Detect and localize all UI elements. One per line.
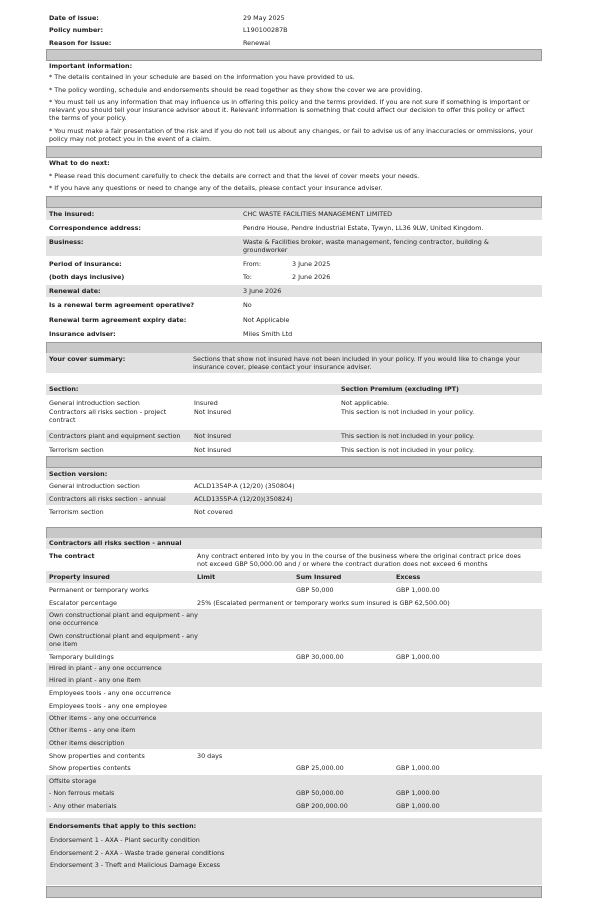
version-name: Terrorism section — [49, 508, 104, 516]
versions-title-row — [46, 468, 542, 480]
renewal-value: 3 June 2026 — [243, 287, 282, 295]
section-status: Insured — [194, 399, 218, 407]
table-row-group — [46, 609, 542, 651]
todo-title-row — [46, 159, 542, 169]
cell-property: Own constructional plant and equipment - any one occurrence — [49, 611, 198, 628]
section-name: Contractors plant and equipment section — [49, 432, 181, 440]
cell-property: Escalator percentage — [49, 599, 117, 607]
cell-sum: GBP 25,000.00 — [296, 764, 344, 772]
version-name: Contractors all risks section - annual — [49, 495, 166, 503]
cell-excess: GBP 1,000.00 — [396, 653, 440, 661]
car-contract-row — [46, 550, 542, 570]
version-row — [46, 506, 542, 517]
cell-sum: GBP 50,000.00 — [296, 789, 344, 797]
cell-excess: GBP 1,000.00 — [396, 789, 440, 797]
rta-row — [46, 300, 542, 312]
important-title-row — [46, 62, 542, 72]
todo-p2-row — [46, 184, 542, 194]
rta-expiry-value: Not Applicable — [243, 316, 290, 324]
version-value: ACLD1355P-A (12/20)(350824) — [194, 495, 293, 503]
from-label: From: — [243, 260, 261, 268]
rta-expiry-row — [46, 314, 542, 326]
section-status: Not Insured — [194, 432, 232, 440]
divider-bar — [46, 456, 542, 468]
todo-p1: * Please read this document carefully to check the details are correct and that the level of cover meets your needs. — [49, 172, 420, 180]
period-label: Period of insurance: — [49, 260, 122, 268]
col-property: Property insured — [49, 573, 110, 581]
todo-p2: * If you have any questions or need to change any of the details, please contact your insurance adviser. — [49, 184, 383, 192]
important-p2: * The policy wording, schedule and endorsements should be read together as they show the cover we are providing. — [49, 86, 423, 94]
important-p1: * The details contained in your schedule are based on the information you have provided to us. — [49, 73, 355, 81]
section-row — [46, 430, 542, 442]
todo-title: What to do next: — [49, 159, 110, 167]
policy-label: Policy number: — [49, 26, 104, 34]
cell-property: Employees tools - any one employee — [49, 702, 168, 710]
insured-row — [46, 208, 542, 220]
section-premium: Not applicable. — [341, 399, 390, 407]
section-premium: This section is not included in your policy. — [341, 408, 475, 416]
endorsement-item: Endorsement 3 - Theft and Malicious Damage Excess — [50, 861, 221, 869]
divider-bar — [46, 146, 542, 158]
period-row — [46, 259, 542, 271]
section-row — [46, 444, 542, 455]
endorsements-title: Endorsements that apply to this section: — [49, 822, 197, 830]
cell-property: Other items - any one occurrence — [49, 714, 157, 722]
car-header-row — [46, 571, 542, 583]
summary-row — [46, 353, 542, 373]
important-p4: * You must make a fair presentation of the risk and if you do not tell us about any changes, or fail to advise us of any inaccuracies or ommissions, your policy may not protect you in the event of a claim. — [49, 127, 533, 144]
rta-label: Is a renewal term agreement operative? — [49, 301, 195, 309]
sections-header-left: Section: — [49, 385, 79, 393]
divider-bar — [46, 886, 542, 898]
endorsement-item: Endorsement 2 - AXA - Waste trade general conditions — [50, 849, 225, 857]
inclusive-row — [46, 272, 542, 284]
version-value: ACLD1354P-A (12/20) (350804) — [194, 482, 295, 490]
col-sum: Sum Insured — [296, 573, 342, 581]
cell-excess: GBP 1,000.00 — [396, 802, 440, 810]
address-row — [46, 223, 542, 235]
policy-row — [46, 26, 542, 36]
cell-property: Hired in plant - any one occurrence — [49, 664, 162, 672]
cell-property: Other items description — [49, 739, 125, 747]
inclusive-label: (both days inclusive) — [49, 273, 125, 281]
cell-limit: 25% (Escalated permanent or temporary works sum insured is GBP 62,500.00) — [197, 599, 450, 607]
table-row — [46, 584, 542, 596]
table-row-group — [46, 712, 542, 749]
todo-p1-row — [46, 172, 542, 182]
adviser-label: Insurance adviser: — [49, 330, 116, 338]
table-row-group — [46, 775, 542, 812]
to-value: 2 June 2026 — [292, 273, 331, 281]
cell-property: Hired in plant - any one item — [49, 676, 141, 684]
rta-value: No — [243, 301, 252, 309]
important-p1-row — [46, 73, 542, 83]
renewal-label: Renewal date: — [49, 287, 101, 295]
insured-label: The insured: — [49, 210, 95, 218]
insured-value: CHC WASTE FACILITIES MANAGEMENT LIMITED — [243, 210, 393, 218]
version-value: Not covered — [194, 508, 233, 516]
table-row — [46, 597, 542, 609]
section-name: Terrorism section — [49, 446, 104, 454]
cell-property: Show properties contents — [49, 764, 131, 772]
cell-limit: 30 days — [197, 752, 223, 760]
table-row — [46, 651, 542, 663]
section-name: General introduction section — [49, 399, 140, 407]
car-title-row — [46, 538, 542, 549]
car-title: Contractors all risks section - annual — [49, 539, 182, 547]
rta-expiry-label: Renewal term agreement expiry date: — [49, 316, 187, 324]
reason-value: Renewal — [243, 39, 270, 47]
section-name: Contractors all risks section - project contract — [49, 408, 167, 425]
col-limit: Limit — [197, 573, 216, 581]
summary-text: Sections that show not insured have not been included in your policy. If you would like to change your insurance cover, please contact your insurance adviser. — [193, 355, 520, 372]
renewal-row — [46, 285, 542, 297]
business-row — [46, 236, 542, 256]
section-status: Not Insured — [194, 408, 232, 416]
from-value: 3 June 2025 — [292, 260, 331, 268]
version-name: General introduction section — [49, 482, 140, 490]
version-row — [46, 481, 542, 492]
date-label: Date of issue: — [49, 14, 99, 22]
cell-property: Employees tools - any one occurrence — [49, 689, 171, 697]
cell-excess: GBP 1,000.00 — [396, 586, 440, 594]
section-premium: This section is not included in your policy. — [341, 432, 475, 440]
important-p4-row — [46, 127, 542, 145]
address-label: Correspondence address: — [49, 224, 141, 232]
to-label: To: — [243, 273, 252, 281]
car-contract-text: Any contract entered into by you in the course of the business where the original contract price does not exceed GBP 50,000.00 and / or where the contract duration does not exceed 6 months — [197, 552, 521, 569]
important-title: Important information: — [49, 62, 133, 70]
important-p2-row — [46, 86, 542, 96]
car-contract-label: The contract — [49, 552, 95, 560]
adviser-value: Miles Smith Ltd — [243, 330, 293, 338]
versions-title: Section version: — [49, 470, 108, 478]
section-premium: This section is not included in your policy. — [341, 446, 475, 454]
address-value: Pendre House, Pendre Industrial Estate, Tywyn, LL36 9LW, United Kingdom. — [243, 224, 484, 232]
table-row-group — [46, 688, 542, 712]
cell-property: Temporary buildings — [49, 653, 114, 661]
important-p3: * You must tell us any information that may influence us in offering this policy and the terms provided. If you are not sure if something is important or relevant you should tell your insurance advisor about it. Relevant information is something that could affect our decision to offer this policy or affect the terms of your policy. — [49, 98, 530, 123]
adviser-row — [46, 329, 542, 341]
cell-sum: GBP 50,000 — [296, 586, 334, 594]
reason-label: Reason for issue: — [49, 39, 112, 47]
cell-property: - Any other materials — [49, 802, 117, 810]
cell-sum: GBP 30,000.00 — [296, 653, 344, 661]
cell-property: Show properties and contents — [49, 752, 145, 760]
divider-bar — [46, 49, 542, 61]
cell-property: Other items - any one item — [49, 726, 136, 734]
cell-property: Own constructional plant and equipment - any one item — [49, 632, 198, 649]
reason-row — [46, 39, 542, 49]
cell-sum: GBP 200,000.00 — [296, 802, 348, 810]
cell-property: - Non ferrous metals — [49, 789, 115, 797]
business-label: Business: — [49, 238, 84, 246]
policy-value: L190100287B — [243, 26, 288, 34]
cell-property: Permanent or temporary works — [49, 586, 149, 594]
cell-property: Offsite storage — [49, 777, 97, 785]
important-p3-row — [46, 98, 542, 125]
section-rows-group — [46, 397, 542, 427]
sections-header-right: Section Premium (excluding IPT) — [341, 385, 459, 393]
divider-bar — [46, 196, 542, 208]
endorsement-item: Endorsement 1 - AXA - Plant security condition — [50, 836, 200, 844]
sections-header-row — [46, 384, 542, 395]
date-row — [46, 14, 542, 24]
business-value: Waste & Facilities broker, waste management, fencing contractor, building & groundworker — [243, 238, 489, 255]
cell-excess: GBP 1,000.00 — [396, 764, 440, 772]
col-excess: Excess — [396, 573, 421, 581]
date-value: 29 May 2025 — [243, 14, 285, 22]
version-row — [46, 493, 542, 505]
section-status: Not Insured — [194, 446, 232, 454]
endorsements-box — [46, 818, 542, 885]
table-row-group — [46, 750, 542, 774]
summary-label: Your cover summary: — [49, 355, 126, 363]
table-row-group — [46, 663, 542, 687]
